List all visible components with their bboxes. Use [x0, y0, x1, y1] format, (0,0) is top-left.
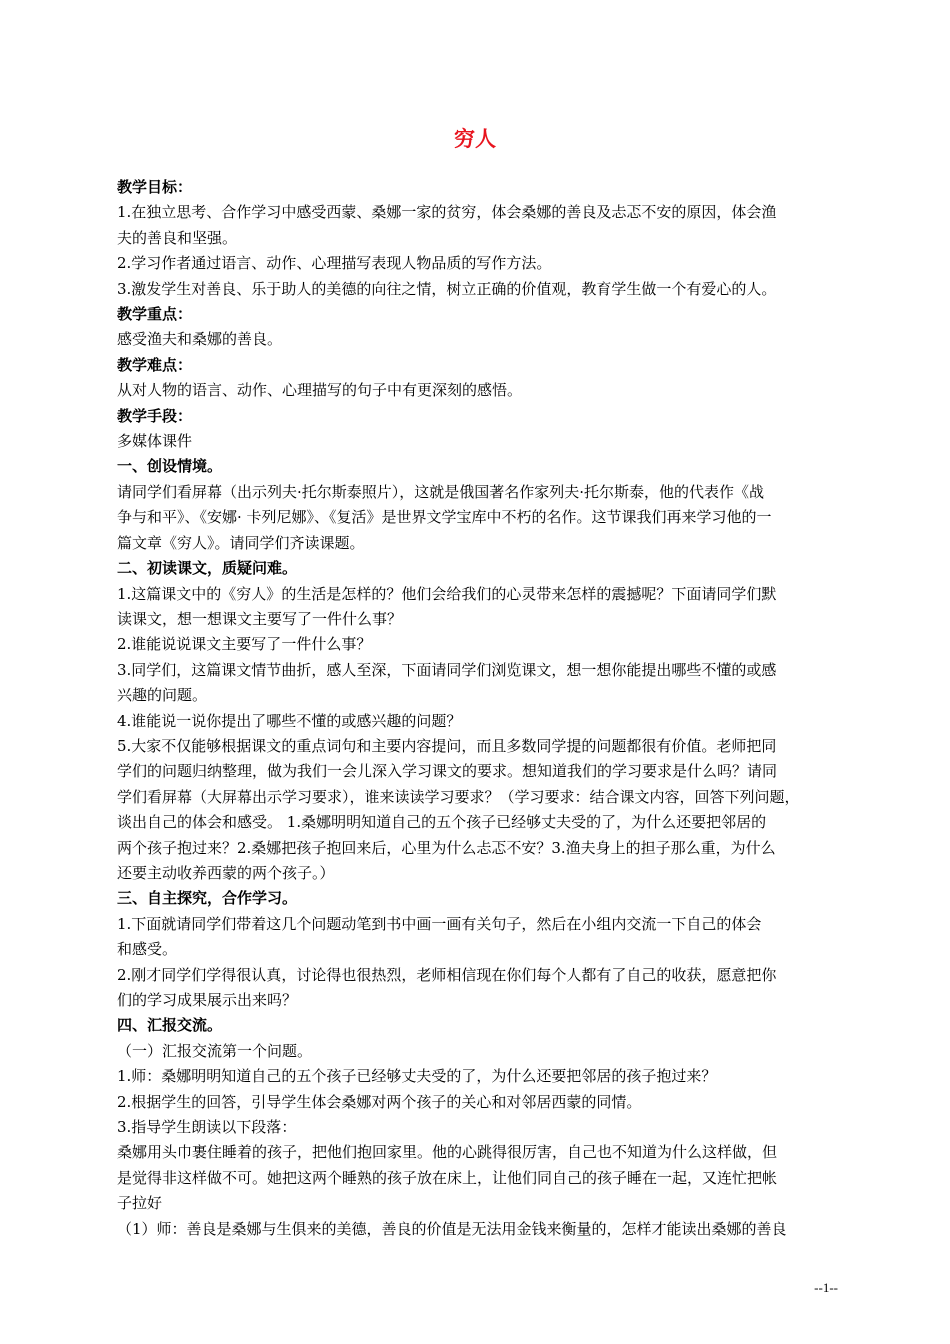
body-text-line: 1.这篇课文中的《穷人》的生活是怎样的？他们会给我们的心灵带来怎样的震撼呢？下面请同学们默: [117, 584, 777, 603]
section-heading: 一、创设情境。: [117, 457, 223, 476]
body-text-line: 从对人物的语言、动作、心理描写的句子中有更深刻的感悟。: [117, 381, 523, 400]
body-text-line: 5.大家不仅能够根据课文的重点词句和主要内容提问，而且多数同学提的问题都很有价值。老师把同: [117, 736, 777, 755]
body-text-line: 是觉得非这样做不可。她把这两个睡熟的孩子放在床上，让他们同自己的孩子睡在一起，又连忙把帐: [117, 1168, 778, 1187]
section-heading: 二、初读课文，质疑问难。: [117, 559, 298, 578]
body-text-line: 们的学习成果展示出来吗？: [117, 991, 298, 1009]
body-text-line: 子拉好: [117, 1194, 163, 1213]
document-body: [117, 175, 837, 1242]
section-heading: 教学目标：: [117, 178, 193, 196]
body-text-line: 3.同学们，这篇课文情节曲折，感人至深，下面请同学们浏览课文，想一想你能提出哪些不懂的或感: [117, 660, 777, 679]
body-text-line: 学们的问题归纳整理，做为我们一会儿深入学习课文的要求。想知道我们的学习要求是什么吗？请同: [117, 762, 778, 781]
body-text-line: 夫的善良和坚强。: [117, 228, 238, 247]
body-text-line: 2.学习作者通过语言、动作、心理描写表现人物品质的写作方法。: [117, 254, 552, 273]
section-heading: 教学重点：: [117, 305, 193, 324]
body-text-line: 谈出自己的体会和感受。 1.桑娜明明知道自己的五个孩子已经够丈夫受的了，为什么还要把邻居的: [117, 813, 767, 832]
body-text-line: 1.在独立思考、合作学习中感受西蒙、桑娜一家的贫穷，体会桑娜的善良及忐忑不安的原因，体会渔: [117, 203, 777, 222]
body-text-line: 兴趣的问题。: [117, 686, 208, 705]
body-text-line: 4.谁能说一说你提出了哪些不懂的或感兴趣的问题？: [117, 711, 462, 730]
body-text-line: （1）师：善良是桑娜与生俱来的美德，善良的价值是无法用金钱来衡量的，怎样才能读出桑娜的善良: [117, 1219, 787, 1238]
section-heading: 三、自主探究，合作学习。: [117, 889, 298, 908]
section-heading: 四、汇报交流。: [117, 1016, 223, 1035]
body-text-line: 学们看屏幕（大屏幕出示学习要求），谁来读读学习要求？（学习要求：结合课文内容，回答下列问题，: [117, 787, 800, 806]
document-title: 穷人: [454, 127, 496, 151]
body-text-line: 还要主动收养西蒙的两个孩子。）: [117, 863, 335, 882]
page-number: --1--: [814, 1280, 838, 1295]
section-heading: 教学难点：: [117, 355, 193, 374]
body-text-line: 读课文，想一想课文主要写了一件什么事？: [117, 609, 403, 628]
body-text-line: 两个孩子抱过来？2.桑娜把孩子抱回来后，心里为什么忐忑不安？3.渔夫身上的担子那么重，为什么: [117, 838, 776, 857]
body-text-line: 和感受。: [117, 940, 178, 959]
section-heading: 教学手段：: [117, 406, 193, 425]
body-text-line: 请同学们看屏幕（出示列夫·托尔斯泰照片），这就是俄国著名作家列夫·托尔斯泰，他的代表作《战: [117, 482, 765, 501]
body-text-line: 2.根据学生的回答，引导学生体会桑娜对两个孩子的关心和对邻居西蒙的同情。: [117, 1092, 642, 1111]
body-text-line: 桑娜用头巾裹住睡着的孩子，把他们抱回家里。他的心跳得很厉害，自己也不知道为什么这样做，但: [117, 1143, 778, 1162]
body-text-line: 2.谁能说说课文主要写了一件什么事？: [117, 635, 372, 654]
body-text-line: 1.师：桑娜明明知道自己的五个孩子已经够丈夫受的了，为什么还要把邻居的孩子抱过来？: [117, 1067, 717, 1086]
body-text-line: 3.激发学生对善良、乐于助人的美德的向往之情，树立正确的价值观，教育学生做一个有爱心的人。: [117, 279, 777, 298]
body-text-line: 2.刚才同学们学得很认真，讨论得也很热烈，老师相信现在你们每个人都有了自己的收获，愿意把你: [117, 965, 777, 984]
body-text-line: （一）汇报交流第一个问题。: [117, 1041, 313, 1060]
body-text-line: 3.指导学生朗读以下段落：: [117, 1118, 297, 1137]
body-text-line: 1.下面就请同学们带着这几个问题动笔到书中画一画有关句子，然后在小组内交流一下自己的体会: [117, 914, 762, 933]
body-text-line: 篇文章《穷人》。请同学们齐读课题。: [117, 533, 365, 552]
body-text-line: 争与和平》、《安娜· 卡列尼娜》、《复活》是世界文学宝库中不朽的名作。这节课我们再来学习他的一: [117, 508, 772, 527]
body-text-line: 多媒体课件: [117, 432, 193, 451]
body-text-line: 感受渔夫和桑娜的善良。: [117, 330, 283, 349]
